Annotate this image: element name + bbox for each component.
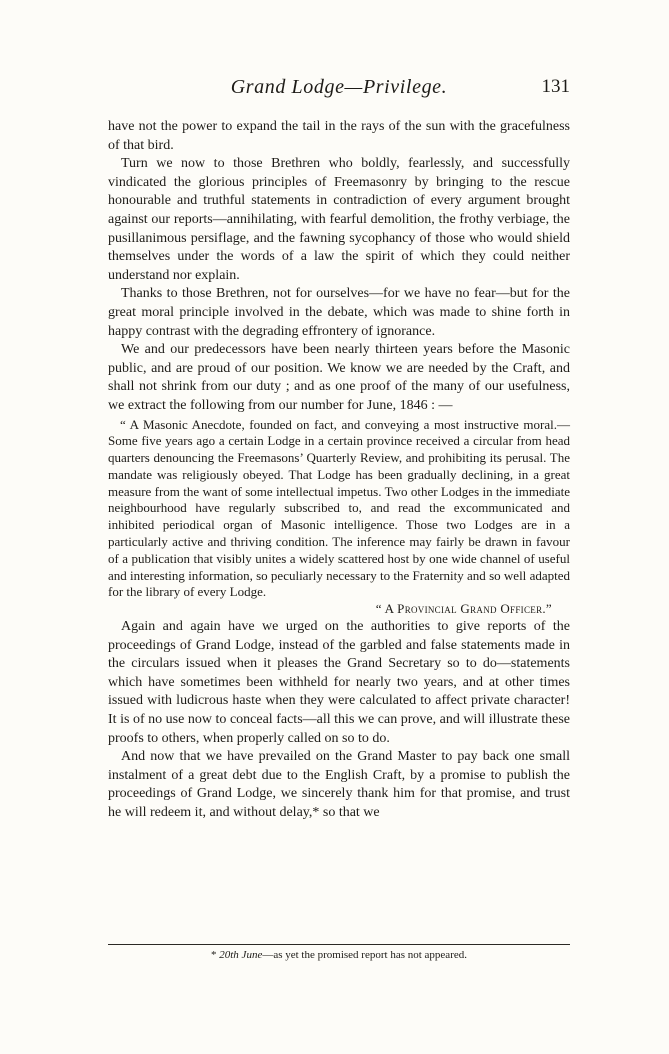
quote-signature: “ A Provincial Grand Officer.”	[375, 601, 552, 617]
paragraph-2: Turn we now to those Brethren who boldly, fearlessly, and successfully vindicated the glorious principles of Freemasonry by bringing to the rescue honourable and truthful statements in contradiction of every argument brought against our reports—annihilating, with fearful demolition, the frothy verbiage, the pusillanimous persiflage, and the fawning sycophancy of those who would shield themselves under the words of a law the spirit of which they could neither understand nor explain.	[108, 156, 570, 283]
page-number: 131	[541, 76, 570, 97]
running-head: Grand Lodge—Privilege.	[230, 76, 448, 98]
paragraph-1: have not the power to expand the tail in the rays of the sun with the gracefulness of that bird.	[108, 119, 570, 153]
footnote-text: —as yet the promised report has not appeared.	[262, 949, 467, 961]
page-header	[108, 76, 570, 104]
footnote-marker: *	[211, 949, 217, 961]
paragraph-6: And now that we have prevailed on the Grand Master to pay back one small instalment of a great debt due to the English Craft, by a promise to publish the proceedings of Grand Lodge, we sincerely thank him for that promise, and trust he will redeem it, and without delay,* so that we	[108, 749, 570, 820]
paragraph-4: We and our predecessors have been nearly thirteen years before the Masonic public, and are proud of our position. We know we are needed by the Craft, and shall not shrink from our duty ; and as one proof of the many of our usefulness, we extract the following from our number for June, 1846 : —	[108, 342, 570, 413]
block-quote: “ A Masonic Anecdote, founded on fact, and conveying a most instructive moral.—Some five years ago a certain Lodge in a certain province received a circular from head quarters denouncing the Freemasons’ Quarterly Review, and prohibiting its perusal. The mandate was religiously obeyed. That Lodge has been gradually declining, in a great measure from the want of some intellectual impetus. Two other Lodges in the immediate neighbourhood have regularly subscribed to, and read the excommunicated and inhibited periodical organ of Masonic intelligence. Those two Lodges are in a particularly active and thriving condition. The inference may fairly be drawn in favour of a publication that visibly unites a widely scattered host by one wide channel of useful and interesting information, so peculiarly necessary to the Fraternity and so well adapted for the library of every Lodge.	[108, 416, 570, 600]
footnote-rule	[108, 944, 570, 945]
paragraph-3: Thanks to those Brethren, not for ourselves—for we have no fear—but for the great moral principle involved in the debate, which was made to shine forth in happy contrast with the degrading effrontery of ignorance.	[108, 286, 570, 339]
paragraph-5: Again and again have we urged on the authorities to give reports of the proceedings of Grand Lodge, instead of the garbled and false statements made in the circulars issued when it pleases the Grand Secretary so to do—statements which have sometimes been withheld for nearly two years, and at other times issued with ludicrous haste when they were calculated to affect private character! It is of no use now to conceal facts—all this we can prove, and will illustrate these proofs to others, when properly called on so to do.	[108, 619, 570, 746]
body-text	[108, 118, 570, 823]
footnote	[108, 948, 570, 962]
footnote-date: 20th June	[219, 949, 263, 961]
